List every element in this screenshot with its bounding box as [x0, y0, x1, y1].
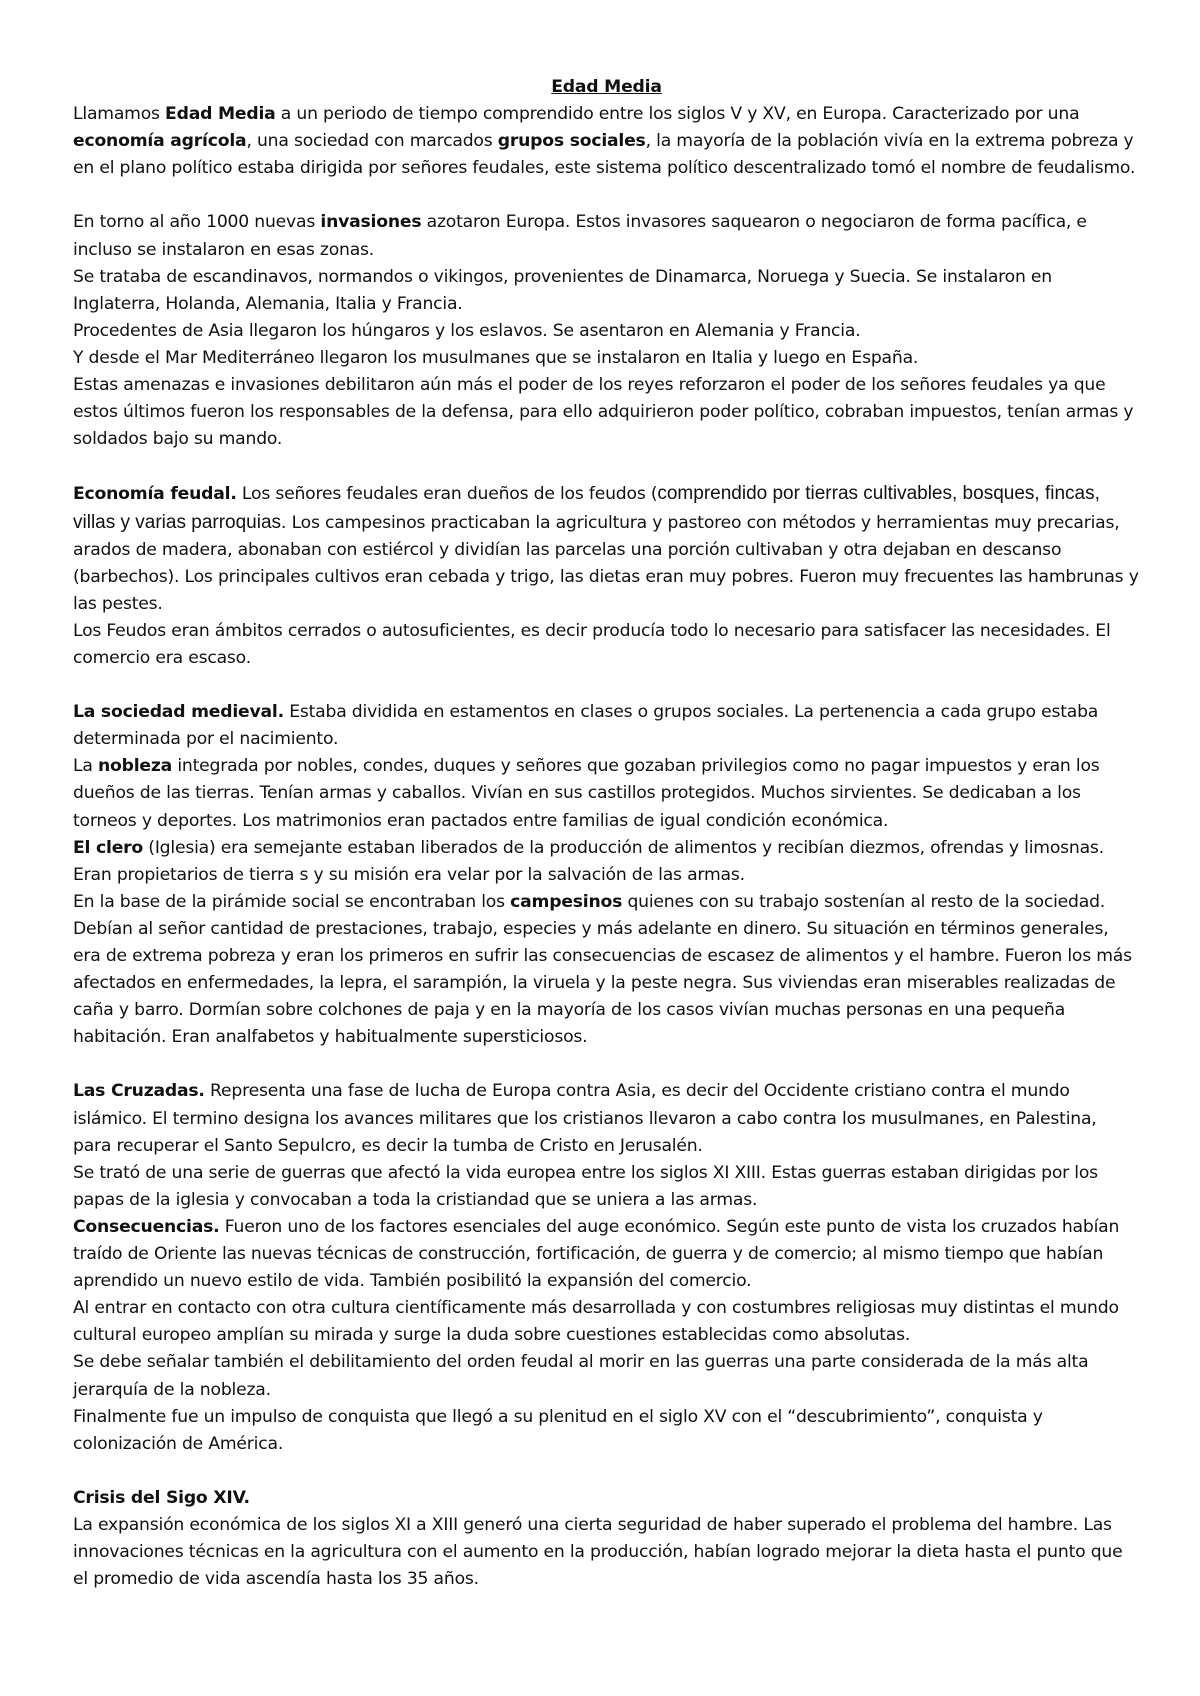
invasions-paragraph-3: Procedentes de Asia llegaron los húngaros y los eslavos. Se asentaron en Alemania y Francia. — [73, 320, 861, 341]
crusades-paragraph-6: Finalmente fue un impulso de conquista que llegó a su plenitud en el siglo XV con el “descubrimiento”, conquista y colonización de América. — [73, 1406, 1043, 1454]
invasions-text-2: azotaron Europa. Estos invasores saquearon o negociaron de forma pacífica, e incluso se instalaron en esas zonas. — [73, 212, 1087, 260]
intro-paragraph — [73, 101, 1140, 182]
spacer — [73, 1051, 1140, 1078]
peasants-text-2: quienes con su trabajo sostenían al resto de la sociedad. Debían al señor cantidad de prestaciones, trabajo, especies y más adelante en dinero. Su situación en términos generales, era de extrema pobreza y eran los primeros en sufrir las consecuencias de escasez de alimentos y el hambre. Fueron los más afectados en enfermedades, la lepra, el sarampión, la viruela y la peste negra. Sus viviendas eran miserables realizadas de caña y barro. Dormían sobre colchones de paja y en la mayoría de los casos vivían muchas personas en una pequeña habitación. Eran analfabetos y habitualmente supersticiosos. — [73, 891, 1132, 1048]
intro-bold-economia: economía agrícola — [73, 131, 247, 152]
crisis-paragraph: La expansión económica de los siglos XI a XIII generó una cierta seguridad de haber superado el problema del hambre. Las innovaciones técnicas en la agricultura con el aumento en la producción, habían logrado mejorar la dieta hasta el punto que el promedio de vida ascendía hasta los 35 años. — [73, 1514, 1123, 1590]
society-heading: La sociedad medieval. — [73, 702, 284, 723]
economy-large-text: comprendido por tierras cultivables, bosques, fincas, villas y varias parroquias. — [73, 483, 1100, 533]
crusades-paragraph-2: Se trató de una serie de guerras que afectó la vida europea entre los siglos XI XIII. Estas guerras estaban dirigidas por los papas de la iglesia y convocaban a toda la cristiandad que se uniera a las armas. — [73, 1162, 1098, 1210]
document-title: Edad Media — [551, 77, 662, 97]
clergy-text: (Iglesia) era semejante estaban liberados de la producción de alimentos y recibían diezmos, ofrendas y limosnas. Eran propietarios de tierra s y su misión era velar por la salvación de las armas. — [73, 837, 1104, 885]
crusades-paragraph-4: Al entrar en contacto con otra cultura científicamente más desarrollada y con costumbres religiosas muy distintas el mundo cultural europeo amplían su mirada y surge la duda sobre cuestiones establecidas como absolutas. — [73, 1298, 1119, 1346]
crisis-heading — [73, 1485, 1140, 1512]
intro-text-3: , una sociedad con marcados — [246, 131, 498, 152]
economy-heading: Economía feudal. — [73, 484, 237, 505]
intro-bold-grupos: grupos sociales — [497, 131, 646, 152]
invasions-paragraph-4: Y desde el Mar Mediterráneo llegaron los musulmanes que se instalaron en Italia y luego en España. — [73, 347, 919, 368]
spacer — [73, 182, 1140, 209]
clergy-paragraph — [73, 835, 1140, 889]
invasions-paragraph-1 — [73, 209, 1140, 263]
nobility-text-2: integrada por nobles, condes, duques y señores que gozaban privilegios como no pagar impuestos y eran los dueños de las tierras. Tenían armas y caballos. Vivían en sus castillos protegidos. Muchos sirvientes. Se dedicaban a los torneos y deportes. Los matrimonios eran pactados entre familias de igual condición económica. — [73, 756, 1100, 831]
invasions-paragraph-5: Estas amenazas e invasiones debilitaron aún más el poder de los reyes reforzaron el poder de los señores feudales ya que estos últimos fueron los responsables de la defensa, para ello adquirieron poder político, cobraban impuestos, tenían armas y soldados bajo su mando. — [73, 375, 1134, 450]
society-paragraph-1 — [73, 699, 1140, 753]
intro-text-1: Llamamos — [73, 104, 166, 125]
consequences-text: Fueron uno de los factores esenciales del auge económico. Según este punto de vista los cruzados habían traído de Oriente las nuevas técnicas de construcción, fortificación, de guerra y de comercio; al mismo tiempo que habían aprendido un nuevo estilo de vida. También posibilitó la expansión del comercio. — [73, 1216, 1120, 1292]
society-text-1: Estaba dividida en estamentos en clases o grupos sociales. La pertenencia a cada grupo estaba determinada por el nacimiento. — [73, 702, 1099, 750]
crisis-heading-text: Crisis del Sigo XIV. — [73, 1487, 250, 1508]
invasions-paragraph-2: Se trataba de escandinavos, normandos o vikingos, provenientes de Dinamarca, Noruega y Suecia. Se instalaron en Inglaterra, Holanda, Alemania, Italia y Francia. — [73, 266, 1053, 314]
intro-bold-edad-media: Edad Media — [165, 104, 276, 125]
crusades-paragraph-5: Se debe señalar también el debilitamiento del orden feudal al morir en las guerras una parte considerada de la más alta jerarquía de la nobleza. — [73, 1352, 1089, 1400]
spacer — [73, 453, 1140, 480]
crusades-text-1: Representa una fase de lucha de Europa contra Asia, es decir del Occidente cristiano contra el mundo islámico. El termino designa los avances militares que los cristianos llevaron a cabo contra los musulmanes, en Palestina, para recuperar el Santo Sepulcro, es decir la tumba de Cristo en Jerusalén. — [73, 1081, 1097, 1156]
consequences-heading: Consecuencias. — [73, 1216, 220, 1237]
peasants-text-1: En la base de la pirámide social se encontraban los — [73, 891, 511, 912]
crusades-paragraph-1 — [73, 1078, 1140, 1159]
clergy-bold: El clero — [73, 837, 144, 858]
invasions-text-1: En torno al año 1000 nuevas — [73, 212, 321, 233]
consequences-paragraph — [73, 1214, 1140, 1295]
invasions-bold: invasiones — [320, 212, 422, 233]
crusades-heading: Las Cruzadas. — [73, 1081, 205, 1102]
spacer — [73, 1458, 1140, 1485]
peasants-paragraph — [73, 889, 1140, 1052]
economy-paragraph-2: Los Feudos eran ámbitos cerrados o autosuficientes, es decir producía todo lo necesario para satisfacer las necesidades. El comercio era escaso. — [73, 620, 1111, 668]
economy-text-1: Los señores feudales eran dueños de los feudos ( — [236, 484, 658, 505]
peasants-bold: campesinos — [510, 891, 623, 912]
spacer — [73, 672, 1140, 699]
intro-text-2: a un periodo de tiempo comprendido entre los siglos V y XV, en Europa. Caracterizado por una — [275, 104, 1080, 125]
nobility-text-1: La — [73, 756, 98, 777]
economy-text-2: Los campesinos practicaban la agricultura y pastoreo con métodos y herramientas muy precarias, arados de madera, abonaban con estiércol y dividían las parcelas una porción cultivaban y otra dejaban en descanso (barbechos). Los principales cultivos eran cebada y trigo, las dietas eran muy pobres. Fueron muy frecuentes las hambrunas y las pestes. — [73, 512, 1139, 614]
nobility-paragraph — [73, 753, 1140, 834]
intro-text-4: , la mayoría de la población vivía en la extrema pobreza y en el plano político estaba dirigida por señores feudales, este sistema político descentralizado tomó el nombre de feudalismo. — [73, 131, 1136, 179]
nobility-bold: nobleza — [97, 756, 173, 777]
economy-paragraph-1 — [73, 480, 1140, 617]
